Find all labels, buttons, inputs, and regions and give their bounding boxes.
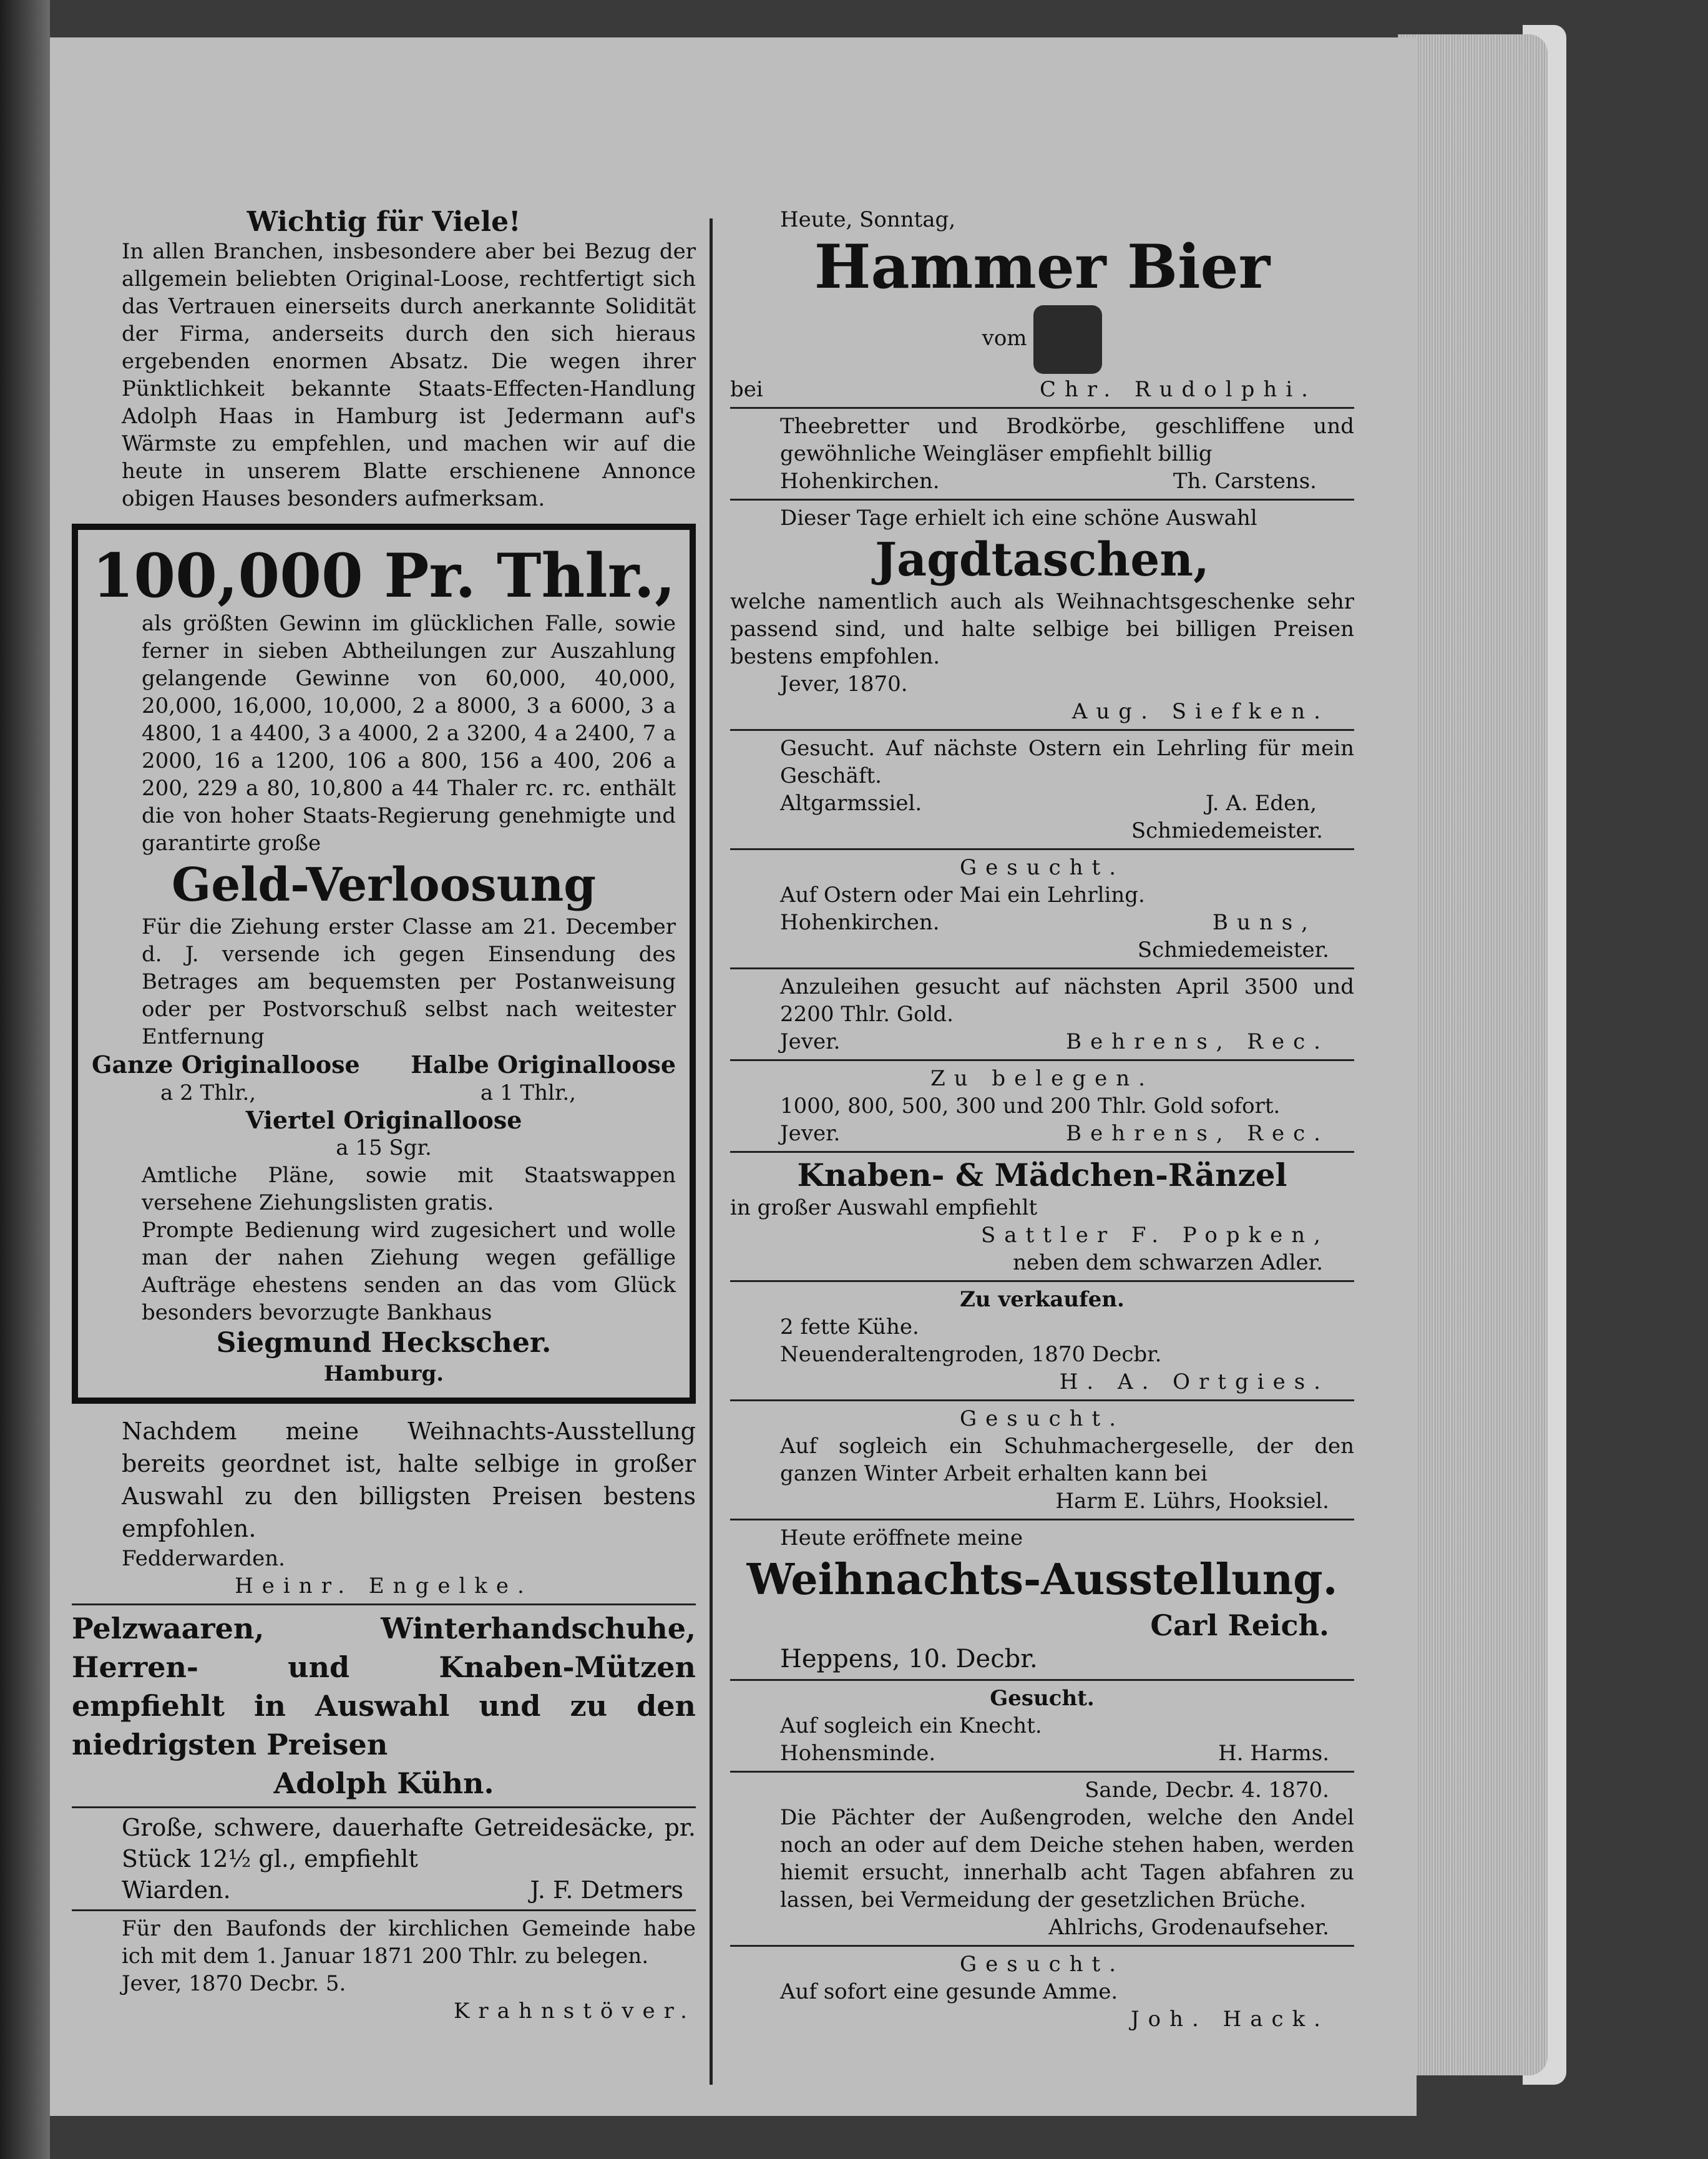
ganze-originalloose: Ganze Originalloose (92, 1050, 360, 1079)
saecke-name: J. F. Detmers (530, 1876, 683, 1904)
jagd-name: Aug. Siefken. (1071, 699, 1329, 724)
viertel-price: a 15 Sgr. (336, 1135, 432, 1160)
gesucht2-body: Auf Ostern oder Mai ein Lehrling. (780, 883, 1145, 908)
ausstellung-notice (730, 1524, 1354, 1675)
sande-notice (730, 1776, 1354, 1941)
saecke-body: Große, schwere, dauerhafte Getreidesäcke, pr. Stück 12½ gl., empfiehlt (122, 1814, 696, 1873)
separator (730, 729, 1354, 731)
gesucht-ostern-notice (730, 854, 1354, 964)
column-rule (710, 218, 713, 2085)
bier-line1: Heute, Sonntag, (780, 207, 956, 232)
lottery-advertisement (72, 524, 696, 1404)
gesucht2-name: Buns, (1212, 910, 1317, 935)
bier-vom: vom (982, 326, 1027, 351)
viertel-originalloose: Viertel Originalloose (245, 1106, 522, 1134)
raenzel-addr: neben dem schwarzen Adler. (1013, 1250, 1323, 1275)
verkaufen-body: 2 fette Kühe. (780, 1314, 919, 1339)
lottery-body: Für die Ziehung erster Classe am 21. December d. J. versende ich gegen Einsendung des Betrages am bequemsten per Postanweisung oder per Postvorschuß selbst nach weitester Entfernung (142, 914, 676, 1049)
lottery-prompte: Prompte Bedienung wird zugesichert und wolle man der nahen Ziehung wegen gefällige Aufträge ehestens senden an das vom Glück besonders bevorzugte Bankhaus (142, 1218, 676, 1325)
jagd-notice (730, 504, 1354, 725)
raenzel-title: Knaben- & Mädchen-Ränzel (797, 1157, 1287, 1193)
wichtig-title: Wichtig für Viele! (246, 206, 521, 238)
amme-notice (730, 1951, 1354, 2033)
baufonds-date: Jever, 1870 Decbr. 5. (122, 1971, 346, 1996)
weihnacht-name: Heinr. Engelke. (235, 1574, 533, 1598)
right-column (730, 206, 1354, 2033)
zubelegen-title: Zu belegen. (930, 1066, 1154, 1091)
gesucht5-title: Gesucht. (959, 1952, 1125, 1977)
gesucht1-name: J. A. Eden, (1205, 791, 1317, 816)
separator (730, 1280, 1354, 1282)
gesucht3-title: Gesucht. (959, 1406, 1125, 1431)
separator (730, 1679, 1354, 1681)
separator (730, 1519, 1354, 1520)
wichtig-notice (72, 206, 696, 512)
gesucht4-name: H. Harms. (1218, 1741, 1329, 1766)
ausstellung-line1: Heute eröffnete meine (780, 1525, 1023, 1550)
raenzel-body: in großer Auswahl empfiehlt (730, 1195, 1038, 1220)
gesucht5-name: Joh. Hack. (1131, 2007, 1329, 2032)
separator (72, 1909, 696, 1911)
gesucht5-body: Auf sofort eine gesunde Amme. (780, 1979, 1118, 2004)
raenzel-name: Sattler F. Popken, (980, 1223, 1329, 1248)
gesucht2-title: Gesucht. (959, 855, 1125, 880)
gesucht4-title: Gesucht. (990, 1686, 1095, 1711)
pelz-notice (72, 1609, 696, 1803)
gesucht2-role: Schmiedemeister. (1137, 938, 1329, 962)
beer-keg-icon (1033, 305, 1102, 374)
jagd-title: Jagdtaschen, (875, 533, 1209, 587)
lottery-intro: als größten Gewinn im glücklichen Falle, sowie ferner in sieben Abtheilungen zur Auszahlung gelangende Gewinne von 60,000, 40,000, 20,000, 16,000, 10,000, 2 a 8000, 3 a 6000, 3 a 4800, 1 a 4400, 3 a 4000, 2 a 3200, 4 a 2400, 7 a 2000, 16 a 1200, 106 a 800, 156 a 400, 206 a 200, 229 a 80, 10,800 a 44 Thaler rc. rc. enthält die von hoher Staats-Regierung genehmigte und garantirte große (142, 611, 676, 856)
gesucht1-title: Schmiedemeister. (1131, 818, 1323, 843)
bier-title: Hammer Bier (814, 232, 1271, 302)
separator (730, 967, 1354, 969)
theebretter-notice (730, 413, 1354, 495)
jagd-date: Jever, 1870. (780, 672, 908, 697)
anzuleihen-notice (730, 973, 1354, 1055)
schuhmacher-notice (730, 1405, 1354, 1515)
baufonds-body: Für den Baufonds der kirchlichen Gemeinde habe ich mit dem 1. Januar 1871 200 Thlr. zu belegen. (122, 1916, 696, 1969)
knecht-notice (730, 1685, 1354, 1767)
weihnacht-body: Nachdem meine Weihnachts-Ausstellung bereits geordnet ist, halte selbige in großer Auswahl zu den billigsten Preisen bestens empfohlen. (122, 1417, 696, 1542)
left-column (72, 206, 696, 2025)
verkaufen-place: Neuenderaltengroden, 1870 Decbr. (780, 1342, 1162, 1367)
bier-name: Chr. Rudolphi. (1040, 377, 1317, 402)
newspaper-page (50, 37, 1417, 2116)
ausstellung-place: Heppens, 10. Decbr. (780, 1645, 1038, 1673)
verkaufen-notice (730, 1286, 1354, 1396)
baufonds-name: Krahnstöver. (454, 1999, 696, 2024)
halbe-originalloose: Halbe Originalloose (411, 1050, 676, 1079)
gesucht4-place: Hohensminde. (780, 1741, 936, 1766)
zubelegen-body: 1000, 800, 500, 300 und 200 Thlr. Gold sofort. (780, 1094, 1281, 1119)
separator (730, 1945, 1354, 1947)
jagd-line1: Dieser Tage erhielt ich eine schöne Auswahl (780, 506, 1257, 531)
zubelegen-place: Jever. (780, 1121, 841, 1146)
anzuleihen-body: Anzuleihen gesucht auf nächsten April 3500 und 2200 Thlr. Gold. (780, 974, 1354, 1027)
zubelegen-notice (730, 1065, 1354, 1147)
gesucht3-body: Auf sogleich ein Schuhmachergeselle, der den ganzen Winter Arbeit erhalten kann bei (780, 1434, 1354, 1486)
saecke-notice (72, 1812, 696, 1906)
gesucht2-place: Hohenkirchen. (780, 910, 940, 935)
gesucht4-body: Auf sogleich ein Knecht. (780, 1713, 1042, 1738)
gesucht1-place: Altgarmssiel. (780, 791, 922, 816)
theebretter-place: Hohenkirchen. (780, 469, 940, 494)
weihnacht-notice (72, 1415, 696, 1600)
separator (730, 499, 1354, 501)
bier-bei: bei (730, 377, 763, 402)
pelz-name: Adolph Kühn. (273, 1766, 494, 1800)
sande-body: Die Pächter der Außengroden, welche den Andel noch an oder auf dem Deiche stehen haben, werden hiemit ersucht, innerhalb acht Tagen abfahren zu lassen, bei Vermeidung der gesetzlichen Brüche. (780, 1805, 1354, 1912)
lottery-city: Hamburg. (323, 1361, 444, 1386)
verkaufen-name: H. A. Ortgies. (1059, 1369, 1329, 1394)
sande-date: Sande, Decbr. 4. 1870. (1085, 1778, 1329, 1803)
weihnacht-place: Fedderwarden. (122, 1546, 285, 1571)
halbe-price: a 1 Thlr., (480, 1080, 576, 1105)
gesucht1-body: Gesucht. Auf nächste Ostern ein Lehrling für mein Geschäft. (780, 736, 1354, 788)
raenzel-notice (730, 1157, 1354, 1276)
separator (730, 407, 1354, 409)
ausstellung-name: Carl Reich. (1150, 1608, 1329, 1642)
wichtig-body: In allen Branchen, insbesondere aber bei Bezug der allgemein beliebten Original-Loose, rechtfertigt sich das Vertrauen einerseits durch anerkannte Solidität der Firma, anderseits durch den sich hieraus ergebenden enormen Absatz. Die wegen ihrer Pünktlichkeit bekannte Staats-Effecten-Handlung Adolph Haas in Hamburg ist Jedermann auf's Wärmste zu empfehlen, und machen wir auf die heute in unserem Blatte erschienene Annonce obigen Hauses besonders aufmerksam. (122, 239, 696, 511)
gesucht3-name: Harm E. Lührs, Hooksiel. (1055, 1489, 1329, 1514)
baufonds-notice (72, 1915, 696, 2025)
separator (730, 848, 1354, 850)
ganze-price: a 2 Thlr., (160, 1080, 256, 1105)
theebretter-body: Theebretter und Brodkörbe, geschliffene und gewöhnliche Weingläser empfiehlt billig (780, 414, 1354, 466)
pelz-body: Pelzwaaren, Winterhandschuhe, Herren- und Knaben-Mützen empfiehlt in Auswahl und zu den niedrigsten Preisen (72, 1612, 696, 1761)
lottery-plaene: Amtliche Pläne, sowie mit Staatswappen versehene Ziehungslisten gratis. (142, 1163, 676, 1215)
verkaufen-title: Zu verkaufen. (960, 1287, 1125, 1312)
sande-name: Ahlrichs, Grodenaufseher. (1048, 1915, 1329, 1940)
separator (730, 1771, 1354, 1773)
theebretter-name: Th. Carstens. (1173, 469, 1317, 494)
separator (730, 1059, 1354, 1061)
anzuleihen-place: Jever. (780, 1029, 841, 1054)
zubelegen-name: Behrens, Rec. (1066, 1121, 1329, 1146)
page-stack-edge (1398, 34, 1548, 2075)
bier-notice (730, 206, 1354, 403)
gesucht-lehrling-notice (730, 735, 1354, 845)
anzuleihen-name: Behrens, Rec. (1066, 1029, 1329, 1054)
separator (730, 1399, 1354, 1401)
separator (72, 1603, 696, 1605)
saecke-place: Wiarden. (122, 1876, 231, 1904)
separator (72, 1806, 696, 1808)
ausstellung-title: Weihnachts-Ausstellung. (746, 1555, 1338, 1605)
separator (730, 1151, 1354, 1153)
lottery-firm: Siegmund Heckscher. (216, 1327, 552, 1359)
jagd-body: welche namentlich auch als Weihnachtsgeschenke sehr passend sind, und halte selbige bei billigen Preisen bestens empfohlen. (730, 589, 1354, 669)
lottery-title: Geld-Verloosung (172, 858, 596, 912)
lottery-headline: 100,000 Pr. Thlr., (92, 541, 676, 611)
book-spine (0, 0, 50, 2159)
